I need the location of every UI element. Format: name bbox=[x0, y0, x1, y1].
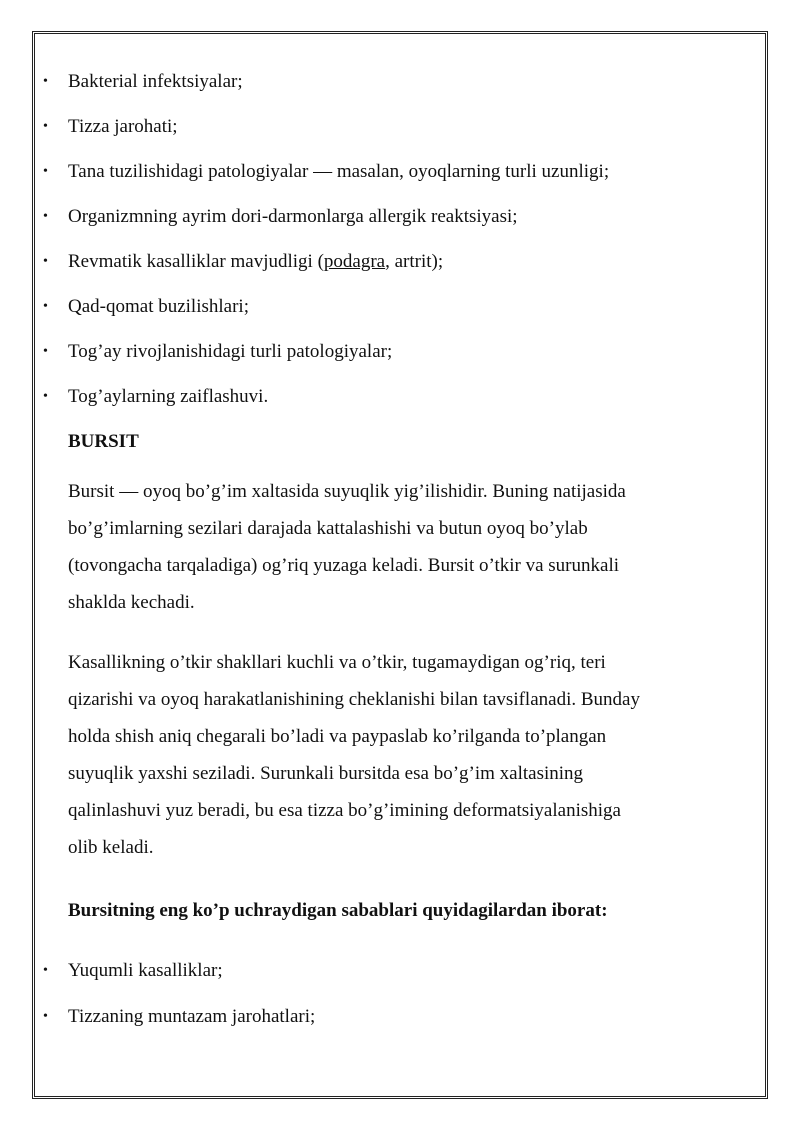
paragraph-line: (tovongacha tarqaladiga) og’riq yuzaga keladi. Bursit o’tkir va surunkali bbox=[68, 555, 619, 576]
podagra-link[interactable]: podagra bbox=[323, 251, 386, 272]
list-item bbox=[43, 115, 743, 139]
list-item-text: Tizza jarohati; bbox=[68, 116, 178, 137]
list-item-text: Tog’aylarning zaiflashuvi. bbox=[68, 386, 269, 407]
list-item-text: Tana tuzilishidagi patologiyalar — masalan, oyoqlarning turli uzunligi; bbox=[68, 161, 610, 182]
paragraph-line: holda shish aniq chegarali bo’ladi va paypaslab ko’rilganda to’plangan bbox=[68, 726, 607, 747]
list-item-text: Qad-qomat buzilishlari; bbox=[68, 296, 249, 317]
bullet-icon: • bbox=[43, 119, 48, 134]
paragraph-line: qizarishi va oyoq harakatlanishining cheklanishi bilan tavsiflanadi. Bunday bbox=[68, 689, 640, 710]
paragraph-line: qalinlashuvi yuz beradi, bu esa tizza bo’g’imining deformatsiyalanishiga bbox=[68, 800, 621, 821]
list-item-text: Organizmning ayrim dori-darmonlarga allergik reaktsiyasi; bbox=[68, 206, 518, 227]
list-item-text bbox=[68, 250, 443, 274]
causes-heading: Bursitning eng ko’p uchraydigan sabablari quyidagilardan iborat: bbox=[68, 900, 608, 921]
list-item bbox=[43, 385, 743, 409]
list-item bbox=[43, 1005, 743, 1029]
section-title: BURSIT bbox=[68, 431, 139, 452]
paragraph-line: olib keladi. bbox=[68, 837, 154, 858]
list-item-text: Yuqumli kasalliklar; bbox=[68, 960, 223, 981]
list-item bbox=[43, 295, 743, 319]
bullet-icon: • bbox=[43, 344, 48, 359]
list-item bbox=[43, 250, 743, 274]
list-item-text: Bakterial infektsiyalar; bbox=[68, 71, 243, 92]
bullet-icon: • bbox=[43, 74, 48, 89]
list-item bbox=[43, 70, 743, 94]
list-item-text-before: Revmatik kasalliklar mavjudligi ( bbox=[68, 251, 324, 272]
list-item bbox=[43, 205, 743, 229]
paragraph-definition bbox=[68, 473, 738, 621]
list-item bbox=[43, 340, 743, 364]
list-item-text-after: , artrit); bbox=[385, 251, 444, 272]
bullet-icon: • bbox=[43, 389, 48, 404]
bullet-icon: • bbox=[43, 299, 48, 314]
bullet-icon: • bbox=[43, 963, 48, 978]
list-item bbox=[43, 959, 743, 983]
list-item bbox=[43, 160, 743, 184]
bullet-icon: • bbox=[43, 164, 48, 179]
paragraph-line: Kasallikning o’tkir shakllari kuchli va o’tkir, tugamaydigan og’riq, teri bbox=[68, 652, 606, 673]
bullet-icon: • bbox=[43, 1009, 48, 1024]
paragraph-line: bo’g’imlarning sezilari darajada kattalashishi va butun oyoq bo’ylab bbox=[68, 518, 588, 539]
paragraph-line: suyuqlik yaxshi seziladi. Surunkali bursitda esa bo’g’im xaltasining bbox=[68, 763, 584, 784]
paragraph-line: Bursit — oyoq bo’g’im xaltasida suyuqlik yig’ilishidir. Buning natijasida bbox=[68, 481, 626, 502]
list-item-text: Tizzaning muntazam jarohatlari; bbox=[68, 1006, 316, 1027]
bullet-icon: • bbox=[43, 254, 48, 269]
paragraph-line: shaklda kechadi. bbox=[68, 592, 195, 613]
paragraph-symptoms bbox=[68, 644, 738, 866]
list-item-text: Tog’ay rivojlanishidagi turli patologiyalar; bbox=[68, 341, 393, 362]
bullet-icon: • bbox=[43, 209, 48, 224]
